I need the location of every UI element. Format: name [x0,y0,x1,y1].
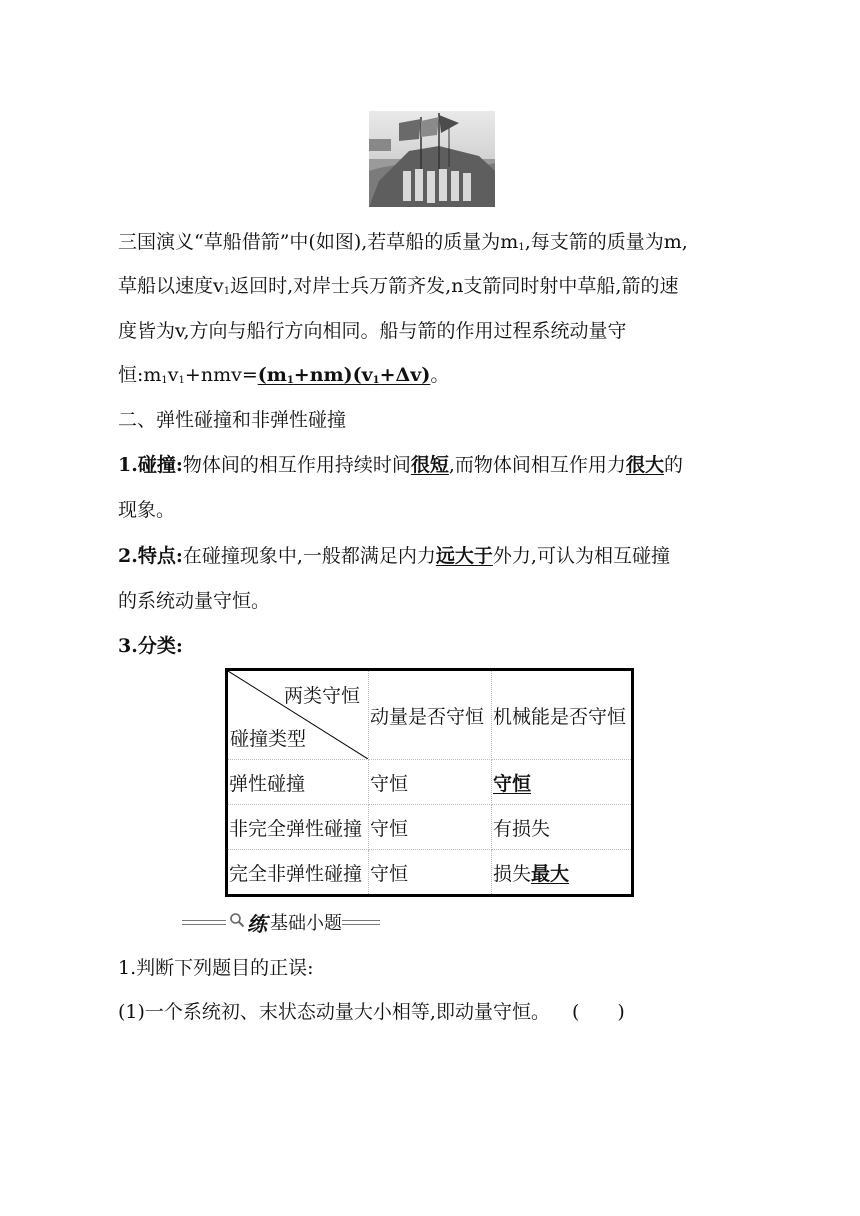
banner-title: 基础小题 [270,913,342,934]
header-collision-type: 碰撞类型 [230,728,307,750]
paragraph-line-3: 度皆为v,方向与船行方向相同。船与箭的作用过程系统动量守 [118,320,627,342]
momentum-equation: 恒$:m_1v_1+nmv=(m_1+nm)(v_1+\Delta v)$。 [118,364,450,386]
definition-feature: 2.特点:在碰撞现象中,一般都满足内力远大于外力,可认为相互碰撞 [118,545,670,567]
practice-banner [182,906,380,938]
equation-answer: $(m_1+nm)(v_1+\Delta v)$ [257,364,431,386]
question-item-1: (1)一个系统初、末状态动量大小相等,即动量守恒。 ( ) [118,1001,625,1023]
table-row: 非完全弹性碰撞 守恒 有损失 [227,805,633,850]
section-heading: 二、弹性碰撞和非弹性碰撞 [118,409,347,431]
classification-label: 3.分类: [118,635,183,657]
magnifier-icon [229,912,245,933]
question-instruction: 1.判断下列题目的正误: [118,957,314,979]
paragraph-line-1: 三国演义“草船借箭”中(如图),若草船的质量为$m_1$,每支箭的质量为m, [118,231,688,253]
practice-mark: 练 [247,911,267,936]
straw-boat-illustration [369,111,495,207]
definition-collision-cont: 现象。 [118,499,176,521]
table-row: 弹性碰撞 守恒 守恒 [227,760,633,805]
paragraph-line-2: 草船以速度$v_1$返回时,对岸士兵万箭齐发,n支箭同时射中草船,箭的速 [118,275,679,297]
header-conservation-types: 两类守恒 [283,685,360,707]
header-momentum: 动量是否守恒 [369,670,492,760]
table-header-diagonal [227,670,369,760]
collision-classification-table [225,668,634,897]
definition-feature-cont: 的系统动量守恒。 [118,590,271,612]
banner-rule-left [182,920,226,925]
table-row: 完全非弹性碰撞 守恒 损失最大 [227,850,633,896]
definition-collision: 1.碰撞:物体间的相互作用持续时间很短,而物体间相互作用力很大的 [118,454,683,476]
banner-rule-right [342,920,380,925]
header-mechanical-energy: 机械能是否守恒 [492,670,633,760]
answer-blank: ( ) [571,1001,625,1023]
